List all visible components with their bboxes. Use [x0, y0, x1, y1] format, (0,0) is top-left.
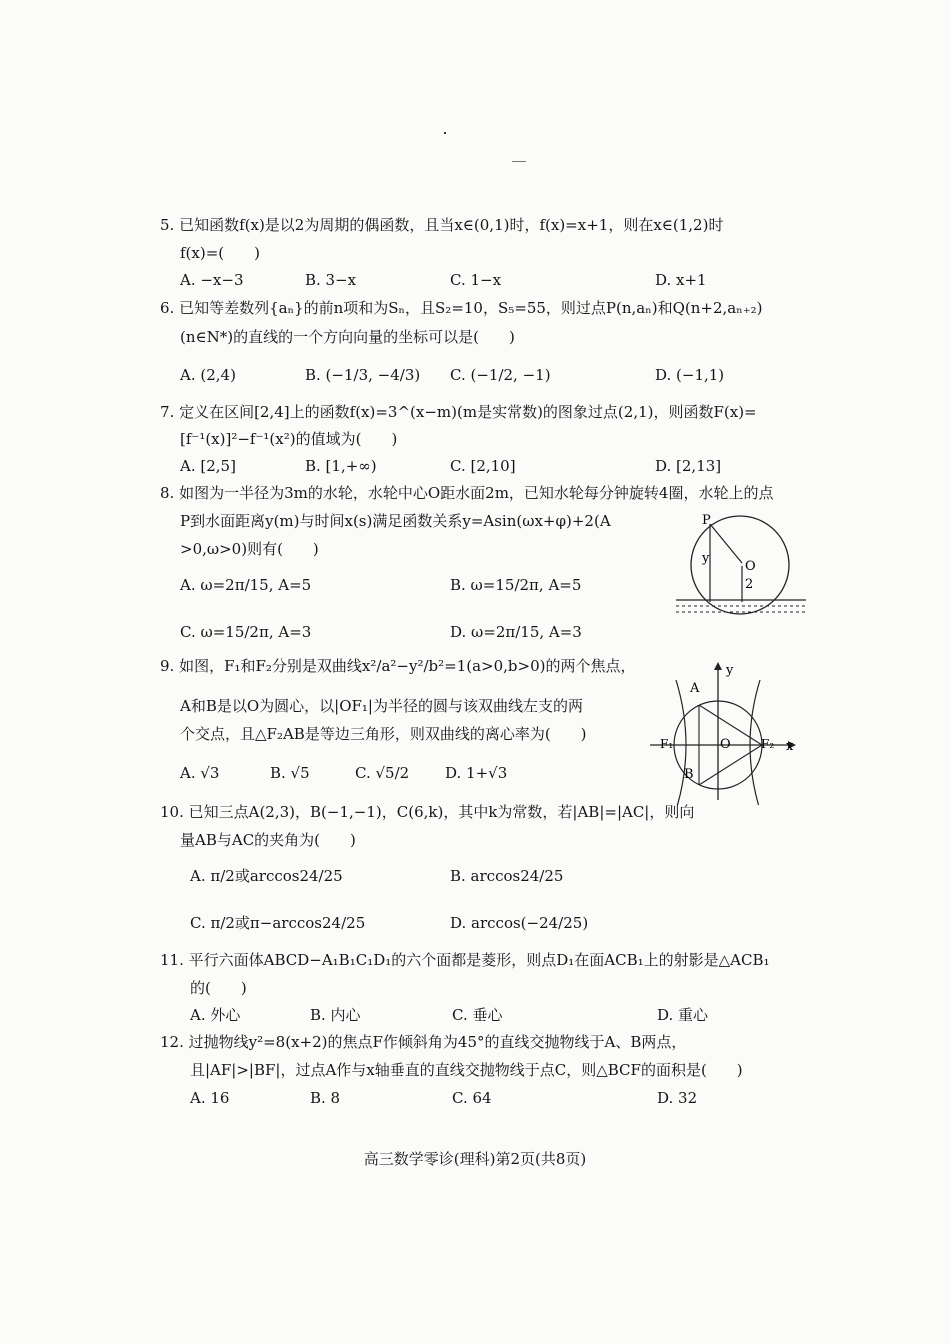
hyperbola-label-y: y	[726, 663, 734, 678]
question-7-line-2: [f⁻¹(x)]²−f⁻¹(x²)的值域为( )	[180, 430, 398, 448]
question-9-line-1: 9. 如图，F₁和F₂分别是双曲线x²/a²−y²/b²=1(a>0,b>0)的两个焦点，	[160, 657, 636, 675]
question-8-line-3: >0,ω>0)则有( )	[180, 540, 319, 558]
question-12-option-c: C. 64	[452, 1089, 492, 1107]
hyperbola-figure	[648, 660, 800, 805]
question-8-line-2: P到水面距离y(m)与时间x(s)满足函数关系y=Asin(ωx+φ)+2(A	[180, 512, 611, 530]
wheel-label-2: 2	[745, 577, 754, 592]
question-6-option-d: D. (−1,1)	[655, 366, 725, 384]
question-12-option-d: D. 32	[657, 1089, 698, 1107]
hyperbola-label-a: A	[690, 681, 700, 696]
question-6-option-b: B. (−1/3, −4/3)	[305, 366, 421, 384]
question-10-option-b: B. arccos24/25	[450, 867, 564, 885]
question-12-option-a: A. 16	[190, 1089, 230, 1107]
question-9-option-b: B. √5	[270, 764, 310, 782]
hyperbola-label-b: B	[684, 767, 694, 782]
question-6-line-1: 6. 已知等差数列{aₙ}的前n项和为Sₙ，且S₂=10，S₅=55，则过点P(n,aₙ)和Q(n+2,aₙ₊₂)	[160, 299, 763, 317]
hyperbola-label-o: O	[720, 737, 731, 752]
question-9-option-a: A. √3	[180, 764, 220, 782]
question-8-option-d: D. ω=2π/15, A=3	[450, 623, 582, 641]
question-5-option-c: C. 1−x	[450, 271, 502, 289]
question-11-line-2: 的( )	[190, 979, 247, 997]
question-10-option-a: A. π/2或arccos24/25	[190, 867, 343, 885]
question-9-option-d: D. 1+√3	[445, 764, 508, 782]
hyperbola-label-x: x	[786, 739, 794, 754]
question-8-line-1: 8. 如图为一半径为3m的水轮，水轮中心O距水面2m，已知水轮每分钟旋转4圈，水轮上的点	[160, 484, 774, 502]
question-7-option-d: D. [2,13]	[655, 457, 722, 475]
question-5-line-1: 5. 已知函数f(x)是以2为周期的偶函数，且当x∈(0,1)时，f(x)=x+1，则在x∈(1,2)时	[160, 216, 724, 234]
question-9-line-3: 个交点，且△F₂AB是等边三角形，则双曲线的离心率为( )	[180, 725, 587, 743]
question-7-option-a: A. [2,5]	[180, 457, 236, 475]
question-9-line-2: A和B是以O为圆心，以|OF₁|为半径的圆与该双曲线左支的两	[180, 697, 583, 715]
question-8-option-b: B. ω=15/2π, A=5	[450, 576, 582, 594]
question-10-option-d: D. arccos(−24/25)	[450, 914, 589, 932]
question-6-option-c: C. (−1/2, −1)	[450, 366, 551, 384]
question-10-option-c: C. π/2或π−arccos24/25	[190, 914, 366, 932]
wheel-label-o: O	[745, 559, 756, 574]
scan-speck	[444, 132, 446, 134]
wheel-label-y: y	[702, 551, 710, 566]
question-12-line-1: 12. 过抛物线y²=8(x+2)的焦点F作倾斜角为45°的直线交抛物线于A、B两点，	[160, 1033, 687, 1051]
scan-speck	[512, 161, 526, 162]
question-8-option-a: A. ω=2π/15, A=5	[180, 576, 312, 594]
question-10-line-1: 10. 已知三点A(2,3)，B(−1,−1)，C(6,k)，其中k为常数，若|AB|=|AC|，则向	[160, 803, 695, 821]
question-11-option-a: A. 外心	[190, 1006, 241, 1024]
question-6-line-2: (n∈N*)的直线的一个方向向量的坐标可以是( )	[180, 328, 515, 346]
question-7-line-1: 7. 定义在区间[2,4]上的函数f(x)=3^(x−m)(m是实常数)的图象过点(2,1)，则函数F(x)=	[160, 403, 757, 421]
question-7-option-b: B. [1,+∞)	[305, 457, 377, 475]
question-5-option-d: D. x+1	[655, 271, 707, 289]
question-12-option-b: B. 8	[310, 1089, 341, 1107]
page-footer: 高三数学零诊(理科)第2页(共8页)	[363, 1150, 587, 1168]
hyperbola-label-f1: F₁	[660, 737, 674, 751]
question-5-option-b: B. 3−x	[305, 271, 357, 289]
question-11-option-c: C. 垂心	[452, 1006, 503, 1024]
question-5-line-2: f(x)=( )	[180, 244, 260, 262]
question-9-option-c: C. √5/2	[355, 764, 410, 782]
question-11-option-b: B. 内心	[310, 1006, 361, 1024]
question-10-line-2: 量AB与AC的夹角为( )	[180, 831, 356, 849]
question-8-option-c: C. ω=15/2π, A=3	[180, 623, 312, 641]
question-12-line-2: 且|AF|>|BF|，过点A作与x轴垂直的直线交抛物线于点C，则△BCF的面积是( )	[190, 1061, 743, 1079]
wheel-label-p: P	[702, 513, 711, 528]
question-11-line-1: 11. 平行六面体ABCD−A₁B₁C₁D₁的六个面都是菱形，则点D₁在面ACB₁上的射影是△ACB₁	[160, 951, 770, 969]
question-5-option-a: A. −x−3	[180, 271, 244, 289]
question-11-option-d: D. 重心	[657, 1006, 709, 1024]
question-7-option-c: C. [2,10]	[450, 457, 516, 475]
question-6-option-a: A. (2,4)	[180, 366, 236, 384]
hyperbola-label-f2: F₂	[761, 737, 775, 751]
water-wheel-figure	[672, 508, 810, 618]
